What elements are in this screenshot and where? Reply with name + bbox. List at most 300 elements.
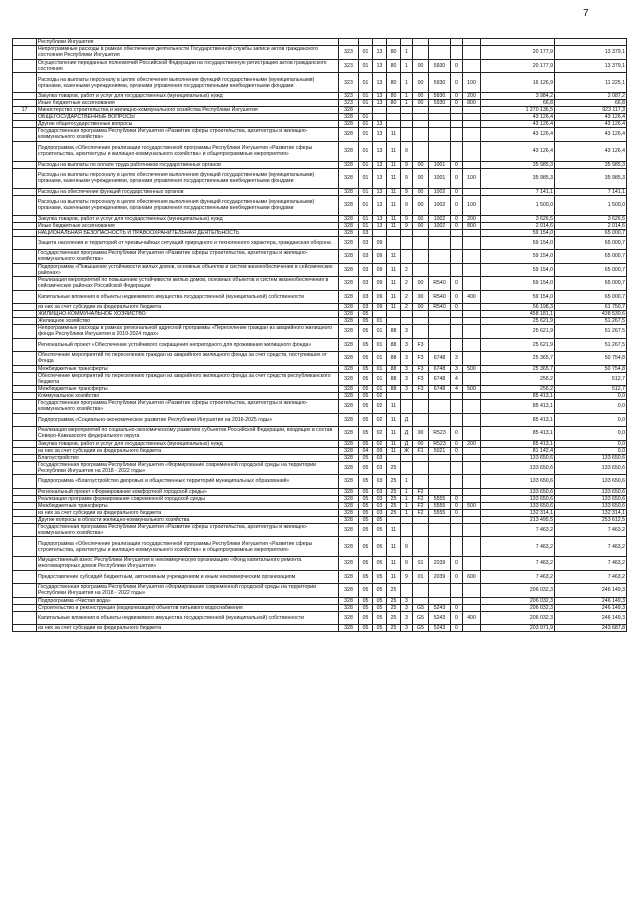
code-direction-c — [451, 338, 463, 352]
code-direction-a: 00 — [413, 277, 429, 291]
row-name: Подпрограмма «Повышение устойчивости жилых домов, основных объектов и систем жизнеобеспечения в сейсмических районах» — [37, 263, 339, 277]
row-number — [13, 537, 37, 557]
code-direction-c: 0 — [451, 290, 463, 304]
code-program: 11 — [387, 222, 401, 229]
row-name: Другие вопросы в области жилищно-коммунального хозяйства — [37, 516, 339, 523]
code-direction-a: 00 — [413, 168, 429, 188]
row-name: Расходы на выплаты персоналу в целях обеспечения выполнения функций государственными (муниципальными) органами, казенными учреждениями, органами управления государственными внебюджетными фондами — [37, 195, 339, 215]
amount-year-1: 1 270 136,5 — [481, 107, 555, 114]
table-row — [13, 516, 627, 523]
amount-year-1: 25 621,9 — [481, 338, 555, 352]
code-direction-a: 00 — [413, 73, 429, 93]
code-section: 05 — [359, 352, 373, 366]
code-direction-c — [451, 250, 463, 264]
code-direction-a: 01 — [413, 557, 429, 571]
code-subsection: 01 — [373, 365, 387, 372]
code-subprogram — [401, 393, 413, 400]
table-row — [13, 440, 627, 447]
code-direction-b: 5930 — [429, 93, 451, 100]
code-subprogram — [401, 454, 413, 461]
amount-year-1: 206 032,3 — [481, 611, 555, 625]
code-direction-c — [451, 236, 463, 250]
code-subprogram — [401, 516, 413, 523]
row-number — [13, 277, 37, 291]
code-direction-b: 5555 — [429, 509, 451, 516]
code-subsection: 13 — [373, 215, 387, 222]
code-program: 25 — [387, 461, 401, 475]
code-direction-a: 01 — [413, 570, 429, 584]
code-section: 05 — [359, 325, 373, 339]
row-number — [13, 114, 37, 121]
code-expense-type: 600 — [463, 570, 481, 584]
code-direction-b — [429, 488, 451, 495]
code-subprogram: 3 — [401, 338, 413, 352]
code-direction-a: 00 — [413, 195, 429, 215]
row-number — [13, 597, 37, 604]
amount-year-1: 133 650,6 — [481, 495, 555, 502]
code-grbs: 328 — [339, 325, 359, 339]
code-subsection: 09 — [373, 304, 387, 311]
amount-year-2: 133 650,6 — [555, 475, 627, 489]
row-number — [13, 311, 37, 318]
row-name: Межбюджетные трансферты — [37, 365, 339, 372]
code-section: 03 — [359, 229, 373, 236]
code-grbs: 328 — [339, 461, 359, 475]
code-direction-b — [429, 400, 451, 414]
code-direction-c — [451, 141, 463, 161]
amount-year-2: 253 612,5 — [555, 516, 627, 523]
code-direction-a — [413, 537, 429, 557]
row-number — [13, 59, 37, 73]
code-direction-a — [413, 114, 429, 121]
code-direction-c: 0 — [451, 611, 463, 625]
code-grbs: 328 — [339, 188, 359, 195]
code-direction-a: F2 — [413, 495, 429, 502]
amount-year-1: 7 463,2 — [481, 570, 555, 584]
code-subsection — [373, 229, 387, 236]
row-name: Подпрограмма «Чистая вода» — [37, 597, 339, 604]
amount-year-2: 65 000,7 — [555, 236, 627, 250]
code-section: 03 — [359, 277, 373, 291]
code-program: 25 — [387, 625, 401, 632]
amount-year-2: 50 754,8 — [555, 365, 627, 372]
table-row — [13, 59, 627, 73]
code-subsection: 01 — [373, 352, 387, 366]
code-direction-a — [413, 516, 429, 523]
row-number — [13, 338, 37, 352]
amount-year-1: 43 126,4 — [481, 128, 555, 142]
amount-year-2: 43 126,4 — [555, 128, 627, 142]
row-number — [13, 604, 37, 611]
row-name: Коммунальное хозяйство — [37, 393, 339, 400]
code-direction-b — [429, 461, 451, 475]
code-expense-type: 200 — [463, 440, 481, 447]
code-direction-c: 0 — [451, 222, 463, 229]
code-section: 01 — [359, 114, 373, 121]
code-direction-b — [429, 338, 451, 352]
code-grbs: 328 — [339, 222, 359, 229]
code-direction-b — [429, 128, 451, 142]
row-name: Другие общегосударственные вопросы — [37, 121, 339, 128]
code-program: 80 — [387, 46, 401, 60]
table-row — [13, 107, 627, 114]
code-grbs: 328 — [339, 195, 359, 215]
row-name: из них за счет субсидии из федерального бюджета — [37, 304, 339, 311]
amount-year-2: 65 000,7 — [555, 250, 627, 264]
code-subsection: 03 — [373, 509, 387, 516]
code-program: 11 — [387, 161, 401, 168]
code-subprogram: 1 — [401, 73, 413, 93]
table-row — [13, 250, 627, 264]
code-program: 11 — [387, 537, 401, 557]
table-row — [13, 93, 627, 100]
code-subsection: 13 — [373, 73, 387, 93]
code-direction-c — [451, 413, 463, 427]
code-direction-b: R540 — [429, 304, 451, 311]
code-direction-b — [429, 318, 451, 325]
amount-year-2: 66,8 — [555, 100, 627, 107]
code-program: 88 — [387, 386, 401, 393]
code-grbs: 328 — [339, 236, 359, 250]
amount-year-2: 438 530,6 — [555, 311, 627, 318]
row-name: Имущественный взнос Республики Ингушетия в некоммерческую организацию «Фонд капитального ремонта многоквартирных домов Республики Ингушетия» — [37, 557, 339, 571]
code-direction-a: G5 — [413, 604, 429, 611]
code-subprogram — [401, 121, 413, 128]
code-subsection: 02 — [373, 427, 387, 441]
code-direction-b: 1002 — [429, 215, 451, 222]
code-subsection: 13 — [373, 59, 387, 73]
code-direction-b: 1001 — [429, 168, 451, 188]
code-grbs: 328 — [339, 107, 359, 114]
code-direction-a — [413, 413, 429, 427]
code-subsection — [373, 114, 387, 121]
amount-year-1: 3 984,2 — [481, 93, 555, 100]
code-subprogram: 1 — [401, 59, 413, 73]
code-direction-c: 0 — [451, 73, 463, 93]
code-direction-a: F1 — [413, 447, 429, 454]
code-direction-a: 00 — [413, 100, 429, 107]
table-row — [13, 114, 627, 121]
amount-year-2: 3 626,5 — [555, 215, 627, 222]
code-direction-c: 0 — [451, 625, 463, 632]
code-direction-a — [413, 141, 429, 161]
code-direction-b — [429, 325, 451, 339]
amount-year-2: 51 267,5 — [555, 338, 627, 352]
code-expense-type: 400 — [463, 290, 481, 304]
code-subprogram — [401, 311, 413, 318]
code-program: 11 — [387, 523, 401, 537]
table-row — [13, 277, 627, 291]
table-row — [13, 427, 627, 441]
table-row — [13, 502, 627, 509]
amount-year-1: 458 181,1 — [481, 311, 555, 318]
code-section: 05 — [359, 475, 373, 489]
code-subsection: 13 — [373, 195, 387, 215]
code-program: 11 — [387, 290, 401, 304]
amount-year-2: 133 650,6 — [555, 461, 627, 475]
amount-year-2: 50 754,8 — [555, 352, 627, 366]
code-subprogram: 1 — [401, 502, 413, 509]
code-direction-b — [429, 393, 451, 400]
code-direction-a: 00 — [413, 161, 429, 168]
table-row — [13, 537, 627, 557]
code-direction-a — [413, 250, 429, 264]
code-subsection: 03 — [373, 454, 387, 461]
code-subsection: 01 — [373, 325, 387, 339]
code-program: 88 — [387, 338, 401, 352]
code-expense-type — [463, 454, 481, 461]
row-number — [13, 73, 37, 93]
amount-year-2: 65 000,7 — [555, 263, 627, 277]
code-expense-type — [463, 141, 481, 161]
code-direction-a: 00 — [413, 304, 429, 311]
code-direction-b: R523 — [429, 427, 451, 441]
row-name: НАЦИОНАЛЬНАЯ БЕЗОПАСНОСТЬ И ПРАВООХРАНИТЕЛЬНАЯ ДЕЯТЕЛЬНОСТЬ — [37, 229, 339, 236]
row-name: Межбюджетные трансферты — [37, 386, 339, 393]
code-direction-c: 0 — [451, 161, 463, 168]
code-program — [387, 39, 401, 46]
amount-year-1: 2 014,6 — [481, 222, 555, 229]
code-program: 11 — [387, 128, 401, 142]
code-section: 04 — [359, 447, 373, 454]
code-program: 25 — [387, 604, 401, 611]
table-row — [13, 318, 627, 325]
code-direction-b — [429, 121, 451, 128]
code-section: 01 — [359, 161, 373, 168]
code-direction-a — [413, 236, 429, 250]
row-name: Строительство и реконструкция (модернизация) объектов питьевого водоснабжения — [37, 604, 339, 611]
code-direction-c — [451, 597, 463, 604]
code-expense-type — [463, 625, 481, 632]
code-program: 88 — [387, 365, 401, 372]
code-direction-c — [451, 311, 463, 318]
code-subsection — [373, 311, 387, 318]
row-number — [13, 495, 37, 502]
code-direction-a — [413, 584, 429, 598]
row-name: из них за счет субсидии из федерального бюджета — [37, 625, 339, 632]
row-name: Капитальные вложения в объекты недвижимого имущества государственной (муниципальной) собственности — [37, 611, 339, 625]
table-row — [13, 509, 627, 516]
table-row — [13, 263, 627, 277]
code-subsection: 09 — [373, 263, 387, 277]
code-subprogram: 3 — [401, 352, 413, 366]
code-subsection: 03 — [373, 488, 387, 495]
code-direction-a — [413, 475, 429, 489]
table-row — [13, 393, 627, 400]
row-number — [13, 100, 37, 107]
amount-year-1: 25 621,9 — [481, 318, 555, 325]
code-expense-type — [463, 128, 481, 142]
code-direction-b: 1002 — [429, 188, 451, 195]
code-subprogram — [401, 584, 413, 598]
row-name: Государственная программа Республики Ингушетия «Развитие сферы строительства, архитектуры и жилищно-коммунального хозяйства» — [37, 250, 339, 264]
code-direction-b: 5555 — [429, 495, 451, 502]
code-direction-c — [451, 46, 463, 60]
amount-year-2: 65 000,7 — [555, 290, 627, 304]
code-program: 11 — [387, 215, 401, 222]
amount-year-2: 246 149,3 — [555, 611, 627, 625]
code-subprogram: 9 — [401, 537, 413, 557]
code-expense-type — [463, 495, 481, 502]
row-name: Государственная программа Республики Ингушетия «Формирование современной городской среды на территории Республики Ингушетия на 2018 - 2022 годы» — [37, 584, 339, 598]
code-direction-a: 00 — [413, 215, 429, 222]
code-subprogram: 3 — [401, 597, 413, 604]
code-subprogram: 3 — [401, 386, 413, 393]
code-direction-a: 00 — [413, 222, 429, 229]
amount-year-1: 20 177,9 — [481, 59, 555, 73]
code-grbs: 328 — [339, 386, 359, 393]
row-name: Закупка товаров, работ и услуг для государственных (муниципальных) нужд — [37, 440, 339, 447]
code-expense-type — [463, 509, 481, 516]
code-direction-b: 5930 — [429, 59, 451, 73]
code-grbs: 323 — [339, 46, 359, 60]
code-direction-b — [429, 229, 451, 236]
code-program: 25 — [387, 611, 401, 625]
code-grbs: 328 — [339, 277, 359, 291]
code-grbs: 328 — [339, 584, 359, 598]
code-program: 11 — [387, 263, 401, 277]
code-direction-c: 4 — [451, 386, 463, 393]
code-subprogram: 1 — [401, 475, 413, 489]
code-section: 01 — [359, 141, 373, 161]
code-program: 11 — [387, 250, 401, 264]
code-direction-a — [413, 46, 429, 60]
code-direction-c: 0 — [451, 447, 463, 454]
row-name: Предоставление субсидий бюджетным, автономным учреждениям и иным некоммерческим организациям — [37, 570, 339, 584]
row-name: Министерство строительства и жилищно-коммунального хозяйства Республики Ингушетия — [37, 107, 339, 114]
row-number — [13, 516, 37, 523]
amount-year-1: 59 154,0 — [481, 229, 555, 236]
code-expense-type — [463, 311, 481, 318]
table-row — [13, 495, 627, 502]
code-expense-type — [463, 39, 481, 46]
row-number — [13, 475, 37, 489]
table-row — [13, 236, 627, 250]
amount-year-1: 7 463,2 — [481, 523, 555, 537]
code-subprogram — [401, 318, 413, 325]
amount-year-2: 7 463,2 — [555, 557, 627, 571]
code-section: 01 — [359, 168, 373, 188]
amount-year-1: 59 154,0 — [481, 277, 555, 291]
code-grbs: 328 — [339, 393, 359, 400]
code-expense-type — [463, 516, 481, 523]
row-name: Иные бюджетные ассигнования — [37, 100, 339, 107]
code-program — [387, 516, 401, 523]
code-grbs: 328 — [339, 427, 359, 441]
code-direction-a — [413, 39, 429, 46]
code-subprogram: 1 — [401, 488, 413, 495]
code-section: 01 — [359, 128, 373, 142]
row-name: Закупка товаров, работ и услуг для государственных (муниципальных) нужд — [37, 215, 339, 222]
amount-year-2: 133 650,6 — [555, 502, 627, 509]
code-subprogram: 1 — [401, 46, 413, 60]
row-number — [13, 304, 37, 311]
code-direction-a: F3 — [413, 372, 429, 386]
code-section: 03 — [359, 236, 373, 250]
code-subprogram — [401, 250, 413, 264]
code-program — [387, 121, 401, 128]
code-program: 25 — [387, 584, 401, 598]
code-direction-c — [451, 475, 463, 489]
code-expense-type — [463, 229, 481, 236]
code-direction-a: F2 — [413, 502, 429, 509]
code-direction-b: 5021 — [429, 447, 451, 454]
row-number — [13, 168, 37, 188]
code-section: 01 — [359, 195, 373, 215]
code-program: 11 — [387, 141, 401, 161]
amount-year-2: 0,0 — [555, 400, 627, 414]
row-name: Подпрограмма «Благоустройство дворовых и общественных территорий муниципальных образований» — [37, 475, 339, 489]
code-program — [387, 229, 401, 236]
row-name: Государственная программа Республики Ингушетия «Развитие сферы строительства, архитектуры и жилищно-коммунального хозяйства» — [37, 128, 339, 142]
code-expense-type: 200 — [463, 93, 481, 100]
code-subprogram: 1 — [401, 509, 413, 516]
code-grbs: 328 — [339, 352, 359, 366]
code-direction-c: 0 — [451, 188, 463, 195]
row-number — [13, 325, 37, 339]
row-number — [13, 611, 37, 625]
code-program — [387, 107, 401, 114]
code-section: 01 — [359, 121, 373, 128]
code-grbs: 328 — [339, 537, 359, 557]
code-program: 80 — [387, 93, 401, 100]
code-subsection: 09 — [373, 447, 387, 454]
code-program: 11 — [387, 447, 401, 454]
code-direction-c: 0 — [451, 168, 463, 188]
code-subprogram: 9 — [401, 195, 413, 215]
code-expense-type — [463, 597, 481, 604]
code-subsection: 03 — [373, 495, 387, 502]
code-direction-a — [413, 393, 429, 400]
code-grbs: 328 — [339, 365, 359, 372]
code-direction-b — [429, 114, 451, 121]
code-section: 05 — [359, 365, 373, 372]
code-section: 05 — [359, 318, 373, 325]
amount-year-1: 7 463,2 — [481, 557, 555, 571]
code-direction-b: 1002 — [429, 222, 451, 229]
code-expense-type: 500 — [463, 386, 481, 393]
amount-year-1: 132 314,1 — [481, 509, 555, 516]
code-grbs: 328 — [339, 400, 359, 414]
code-section: 01 — [359, 73, 373, 93]
code-program: 11 — [387, 304, 401, 311]
amount-year-1: 66,8 — [481, 100, 555, 107]
amount-year-2: 43 126,4 — [555, 141, 627, 161]
row-name: Расходы на выплаты по оплате труда работников государственных органов — [37, 161, 339, 168]
row-name: Реализация программ формирования современной городской среды — [37, 495, 339, 502]
code-expense-type — [463, 236, 481, 250]
row-number — [13, 161, 37, 168]
amount-year-1: 203 971,9 — [481, 625, 555, 632]
code-subprogram: 9 — [401, 215, 413, 222]
row-name: Непрограммные расходы в рамках обеспечения деятельности Государственной службы записи актов гражданского состояния Республики Ингушетия — [37, 46, 339, 60]
code-direction-b: 6748 — [429, 372, 451, 386]
table-row — [13, 128, 627, 142]
amount-year-1: 3 626,5 — [481, 215, 555, 222]
amount-year-1: 25 365,7 — [481, 352, 555, 366]
code-expense-type — [463, 304, 481, 311]
code-section: 01 — [359, 222, 373, 229]
code-subsection: 03 — [373, 461, 387, 475]
code-subsection: 02 — [373, 413, 387, 427]
row-number — [13, 523, 37, 537]
code-section: 05 — [359, 537, 373, 557]
code-expense-type — [463, 400, 481, 414]
code-subprogram: 2 — [401, 263, 413, 277]
code-subprogram: Д — [401, 427, 413, 441]
code-section: 01 — [359, 188, 373, 195]
amount-year-1: 7 141,1 — [481, 188, 555, 195]
